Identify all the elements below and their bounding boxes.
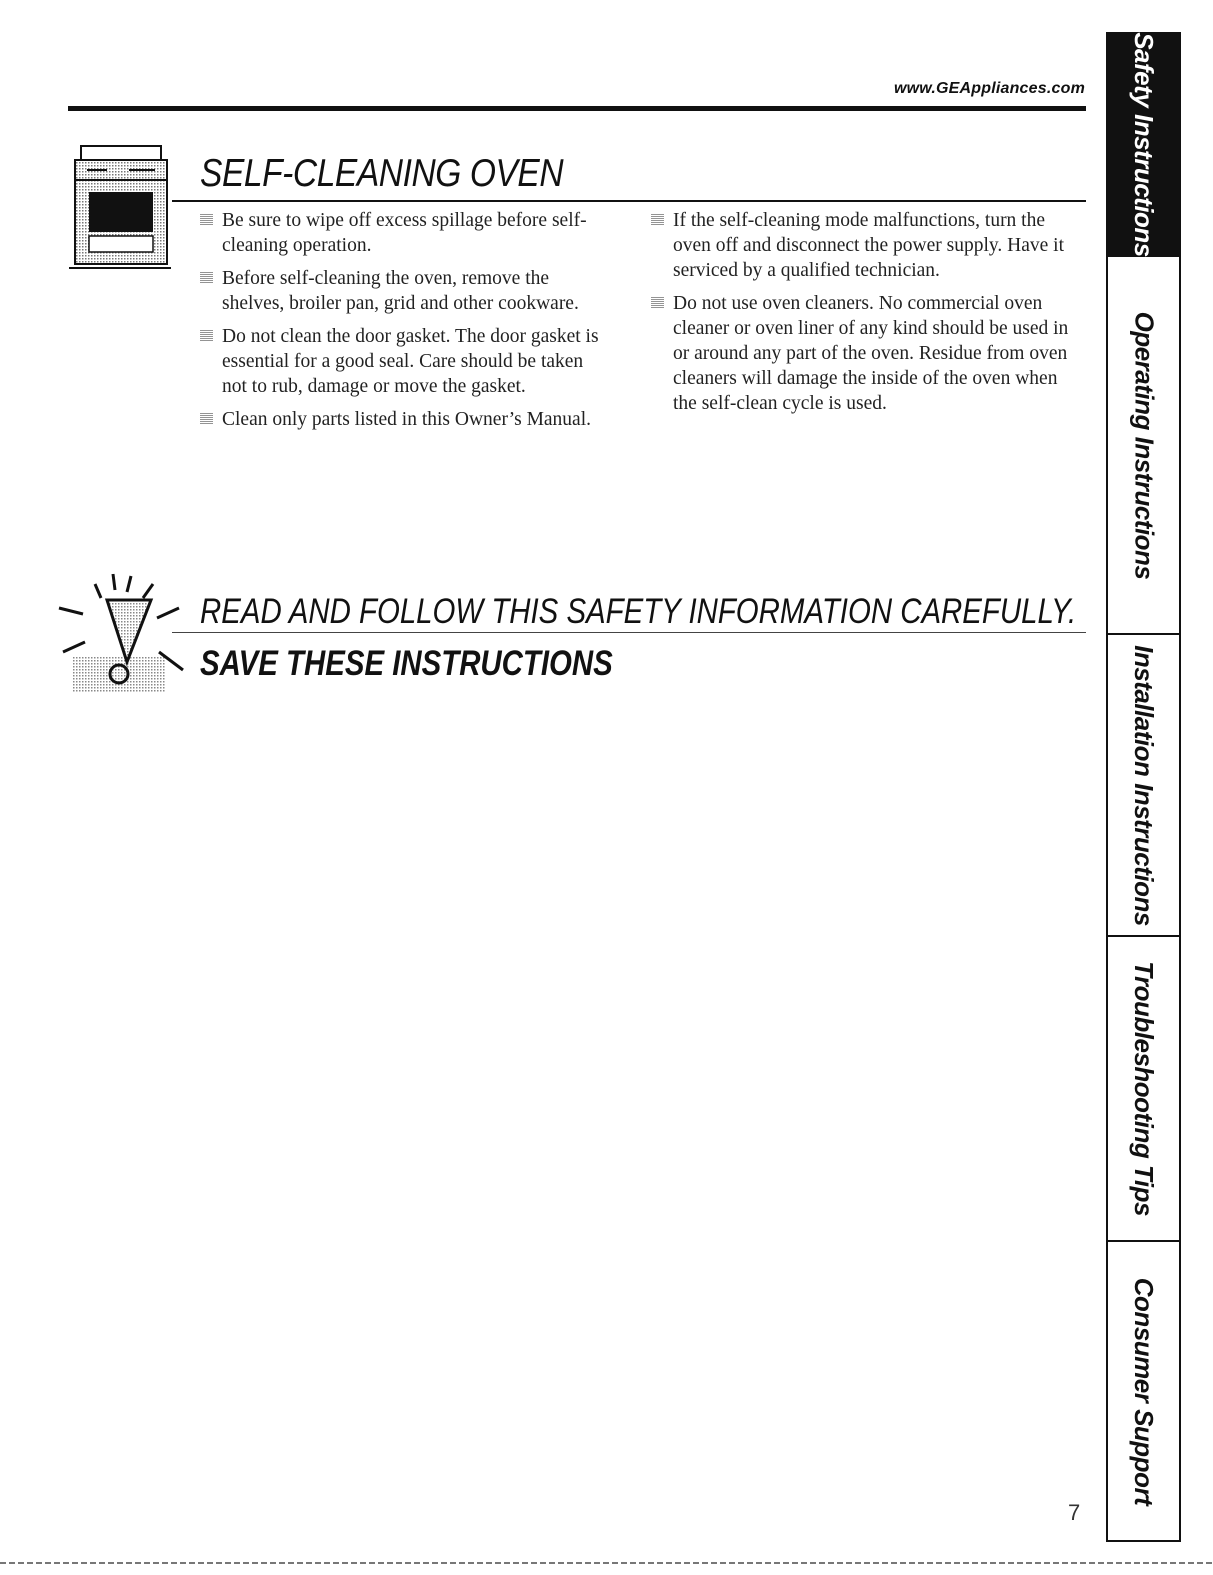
tab-troubleshooting-tips[interactable]	[1108, 937, 1179, 1242]
section-rule	[172, 200, 1086, 202]
warning-icon	[55, 570, 185, 696]
website-url: www.GEAppliances.com	[893, 80, 1085, 97]
tab-consumer-support[interactable]	[1108, 1242, 1179, 1540]
bullet-icon	[200, 272, 213, 283]
tab-operating-instructions[interactable]	[1108, 257, 1179, 635]
tab-safety-instructions[interactable]	[1108, 34, 1179, 257]
oven-icon	[67, 144, 173, 274]
list-item: Before self-cleaning the oven, remove the shelves, broiler pan, grid and other cookware.	[200, 266, 600, 316]
side-tab-nav	[1106, 32, 1181, 1542]
bullet-icon	[200, 330, 213, 341]
list-item: Do not use oven cleaners. No commercial oven cleaner or oven liner of any kind should be used in or around any part of the oven. Residue from oven cleaners will damage the inside of the oven when the self-clean cycle is used.	[651, 291, 1071, 416]
list-item: Do not clean the door gasket. The door gasket is essential for a good seal. Care should be taken not to rub, damage or move the gasket.	[200, 324, 600, 399]
list-item: Clean only parts listed in this Owner’s Manual.	[200, 407, 600, 432]
bullet-icon	[651, 297, 664, 308]
section-title: SELF-CLEANING OVEN	[200, 152, 564, 195]
list-item: If the self-cleaning mode malfunctions, turn the oven off and disconnect the power supply. Have it serviced by a qualified technician.	[651, 208, 1071, 283]
tab-label: Troubleshooting Tips	[1129, 961, 1159, 1216]
tab-installation-instructions[interactable]	[1108, 635, 1179, 937]
tab-label: Installation Instructions	[1129, 644, 1159, 926]
tab-label: Safety Instructions	[1129, 32, 1159, 257]
bullet-icon	[200, 413, 213, 424]
read-follow-heading: READ AND FOLLOW THIS SAFETY INFORMATION CAREFULLY.	[200, 592, 1077, 631]
right-column	[651, 208, 1071, 424]
warning-rule	[172, 632, 1086, 633]
header-rule	[68, 106, 1086, 111]
left-column	[200, 208, 600, 440]
bullet-icon	[651, 214, 664, 225]
page-number: 7	[1068, 1500, 1081, 1525]
tab-label: Operating Instructions	[1129, 311, 1159, 579]
list-item: Be sure to wipe off excess spillage before self-cleaning operation.	[200, 208, 600, 258]
tab-label: Consumer Support	[1129, 1277, 1160, 1505]
save-instructions-heading: SAVE THESE INSTRUCTIONS	[200, 644, 613, 683]
bottom-dashed-rule	[0, 1562, 1213, 1564]
bullet-icon	[200, 214, 213, 225]
